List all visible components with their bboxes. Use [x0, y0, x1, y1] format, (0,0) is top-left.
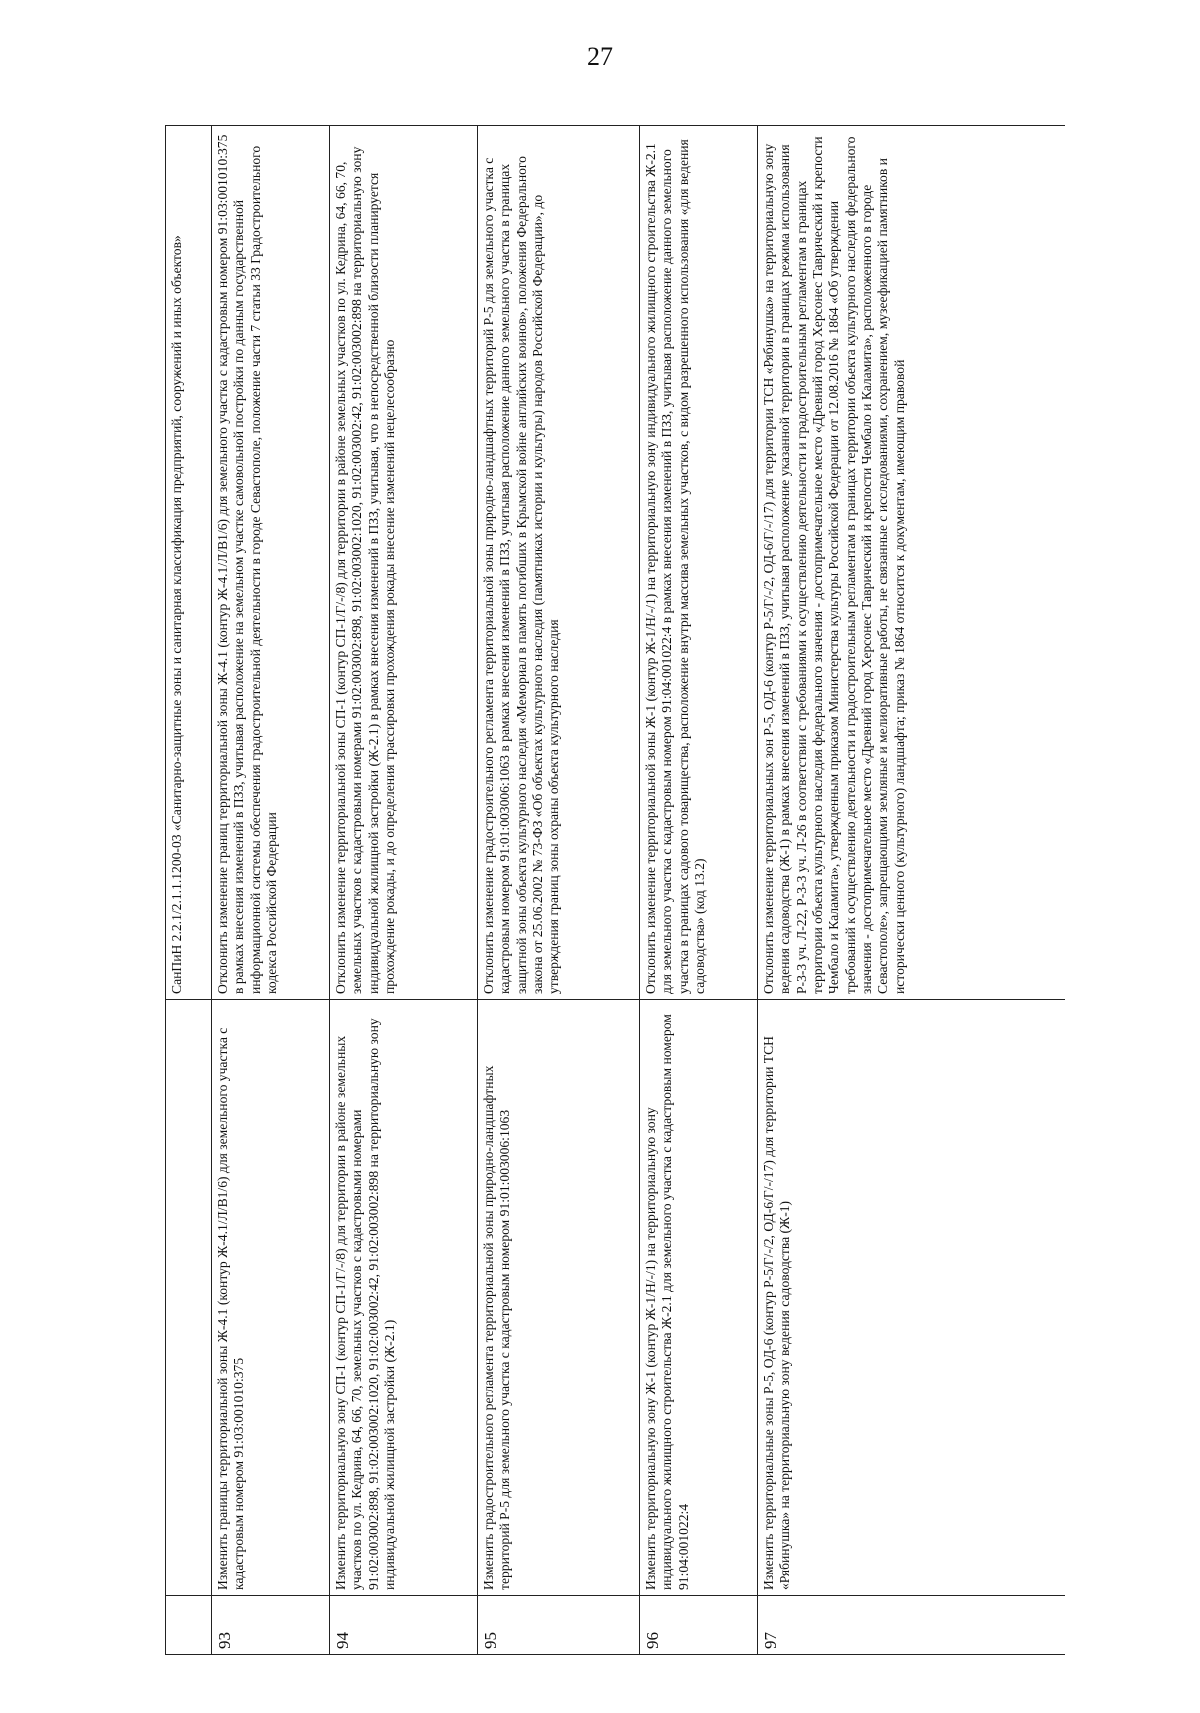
row-decision: Отклонить изменение территориальной зоны СП-1 (контур СП-1/Г/-/8) для территории в районе земельных участков по ул. Кедрина, 64, 66, 70, земельных участков с кадастровыми номерами 91:02:003002:898, 91:02:003002:1020, 91:02:003002:42, 91:02:003002:898 на территориальную зону индивидуальной жилищной застройки (Ж-2.1) в рамках внесения изменений в ПЗЗ, учитывая, что в непосредственной близости планируется прохождение рокады, и до определения трассировки прохождения рокады внесение изменений нецелесообразно: [330, 126, 478, 1000]
header-num-cell: [166, 1596, 212, 1655]
table-row: [758, 126, 1066, 1655]
row-decision: Отклонить изменение границ территориальной зоны Ж-4.1 (контур Ж-4.1/Л/В1/6) для земельного участка с кадастровым номером 91:03:001010:375 в рамках внесения изменений в ПЗЗ, учитывая расположение на земельном участке самовольной постройки по данным государственной информационной системы обеспечения градостроительной деятельности в городе Севастополе, положение части 7 статьи 33 Градостроительного кодекса Российской Федерации: [212, 126, 330, 1000]
row-proposal: Изменить территориальную зону СП-1 (контур СП-1/Г/-/8) для территории в районе земельных участков по ул. Кедрина, 64, 66, 70, земельных участков с кадастровыми номерами 91:02:003002:898, 91:02:003002:1020, 91:02:003002:42, 91:02:003002:898 на территориальную зону индивидуальной жилищной застройки (Ж-2.1): [330, 1000, 478, 1596]
row-proposal: Изменить территориальную зону Ж-1 (контур Ж-1/Н/-/1) на территориальную зону индивидуального жилищного строительства Ж-2.1 для земельного участка с кадастровым номером 91:04:001022:4: [640, 1000, 758, 1596]
header-proposal-cell: [166, 1000, 212, 1596]
row-decision: Отклонить изменение территориальной зоны Ж-1 (контур Ж-1/Н/-/1) на территориальную зону индивидуального жилищного строительства Ж-2.1 для земельного участка с кадастровым номером 91:04:001022:4 в рамках внесения изменений в ПЗЗ, учитывая расположение данного земельного участка в границах садового товарищества, расположение внутри массива земельных участков, с видом разрешенного использования «для ведения садоводства» (код 13.2): [640, 126, 758, 1000]
table-row: [212, 126, 330, 1655]
table-header-row: [166, 126, 212, 1655]
row-decision: Отклонить изменение территориальных зон Р-5, ОД-6 (контур Р-5/Г/-/2, ОД-6/Г/-/17) для территории ТСН «Рябинушка» на территориальную зону ведения садоводства (Ж-1) в рамках внесения изменений в ПЗЗ, учитывая расположение указанной территории в границах режима использования Р-3-3 уч. Л-22, Р-3-3 уч. Л-26 в соответствии с требованиями к осуществлению деятельности и градостроительным регламентам в границах территории объекта культурного наследия федерального значения - достопримечательное место «Древний город Херсонес Таврический и крепости Чембало и Каламита», утвержденным приказом Министерства культуры Российской Федерации от 12.08.2016 № 1864 «Об утверждении требований к осуществлению деятельности и градостроительным регламентам в границах территории объекта культурного наследия федерального значения - достопримечательное место «Древний город Херсонес Таврический и крепости Чембало и Каламита», расположенного в городе Севастополе», запрещающими земляные и мелиоративные работы, не связанные с исследованиями, сохранением, музеефикацией памятников и исторически ценного (культурного) ландшафта; приказ № 1864 относится к документам, имеющим правовой: [758, 126, 1066, 1000]
proposals-table: [165, 125, 1065, 1655]
table-row: [330, 126, 478, 1655]
page-number: 27: [587, 42, 613, 71]
row-decision: Отклонить изменение градостроительного регламента территориальной зоны природно-ландшафтных территорий Р-5 для земельного участка с кадастровым номером 91:01:003006:1063 в рамках внесения изменений в ПЗЗ, учитывая расположение данного земельного участка в границах защитной зоны объекта культурного наследия «Мемориал в память погибших в Крымской войне английских воинов», положения Федерального закона от 25.06.2002 № 73-ФЗ «Об объектах культурного наследия (памятниках истории и культуры) народов Российской Федерации», до утверждения границ зоны охраны объекта культурного наследия: [478, 126, 640, 1000]
table-container: [165, 125, 1065, 1655]
row-proposal: Изменить территориальные зоны Р-5, ОД-6 (контур Р-5/Г/-/2, ОД-6/Г/-/17) для территории ТСН «Рябинушка» на территориальную зону ведения садоводства (Ж-1): [758, 1000, 1066, 1596]
table-row: [640, 126, 758, 1655]
row-proposal: Изменить границы территориальной зоны Ж-4.1 (контур Ж-4.1/Л/В1/6) для земельного участка с кадастровым номером 91:03:001010:375: [212, 1000, 330, 1596]
row-proposal: Изменить градостроительного регламента территориальной зоны природно-ландшафтных территорий Р-5 для земельного участка с кадастровым номером 91:01:003006:1063: [478, 1000, 640, 1596]
header-decision-cell: СанПиН 2.2.1/2.1.1.1200-03 «Санитарно-защитные зоны и санитарная классификация предприятий, сооружений и иных объектов»: [166, 126, 212, 1000]
row-number: 97: [758, 1596, 1066, 1655]
row-number: 94: [330, 1596, 478, 1655]
table-row: [478, 126, 640, 1655]
row-number: 93: [212, 1596, 330, 1655]
row-number: 95: [478, 1596, 640, 1655]
row-number: 96: [640, 1596, 758, 1655]
rotated-table: [165, 125, 1065, 1655]
